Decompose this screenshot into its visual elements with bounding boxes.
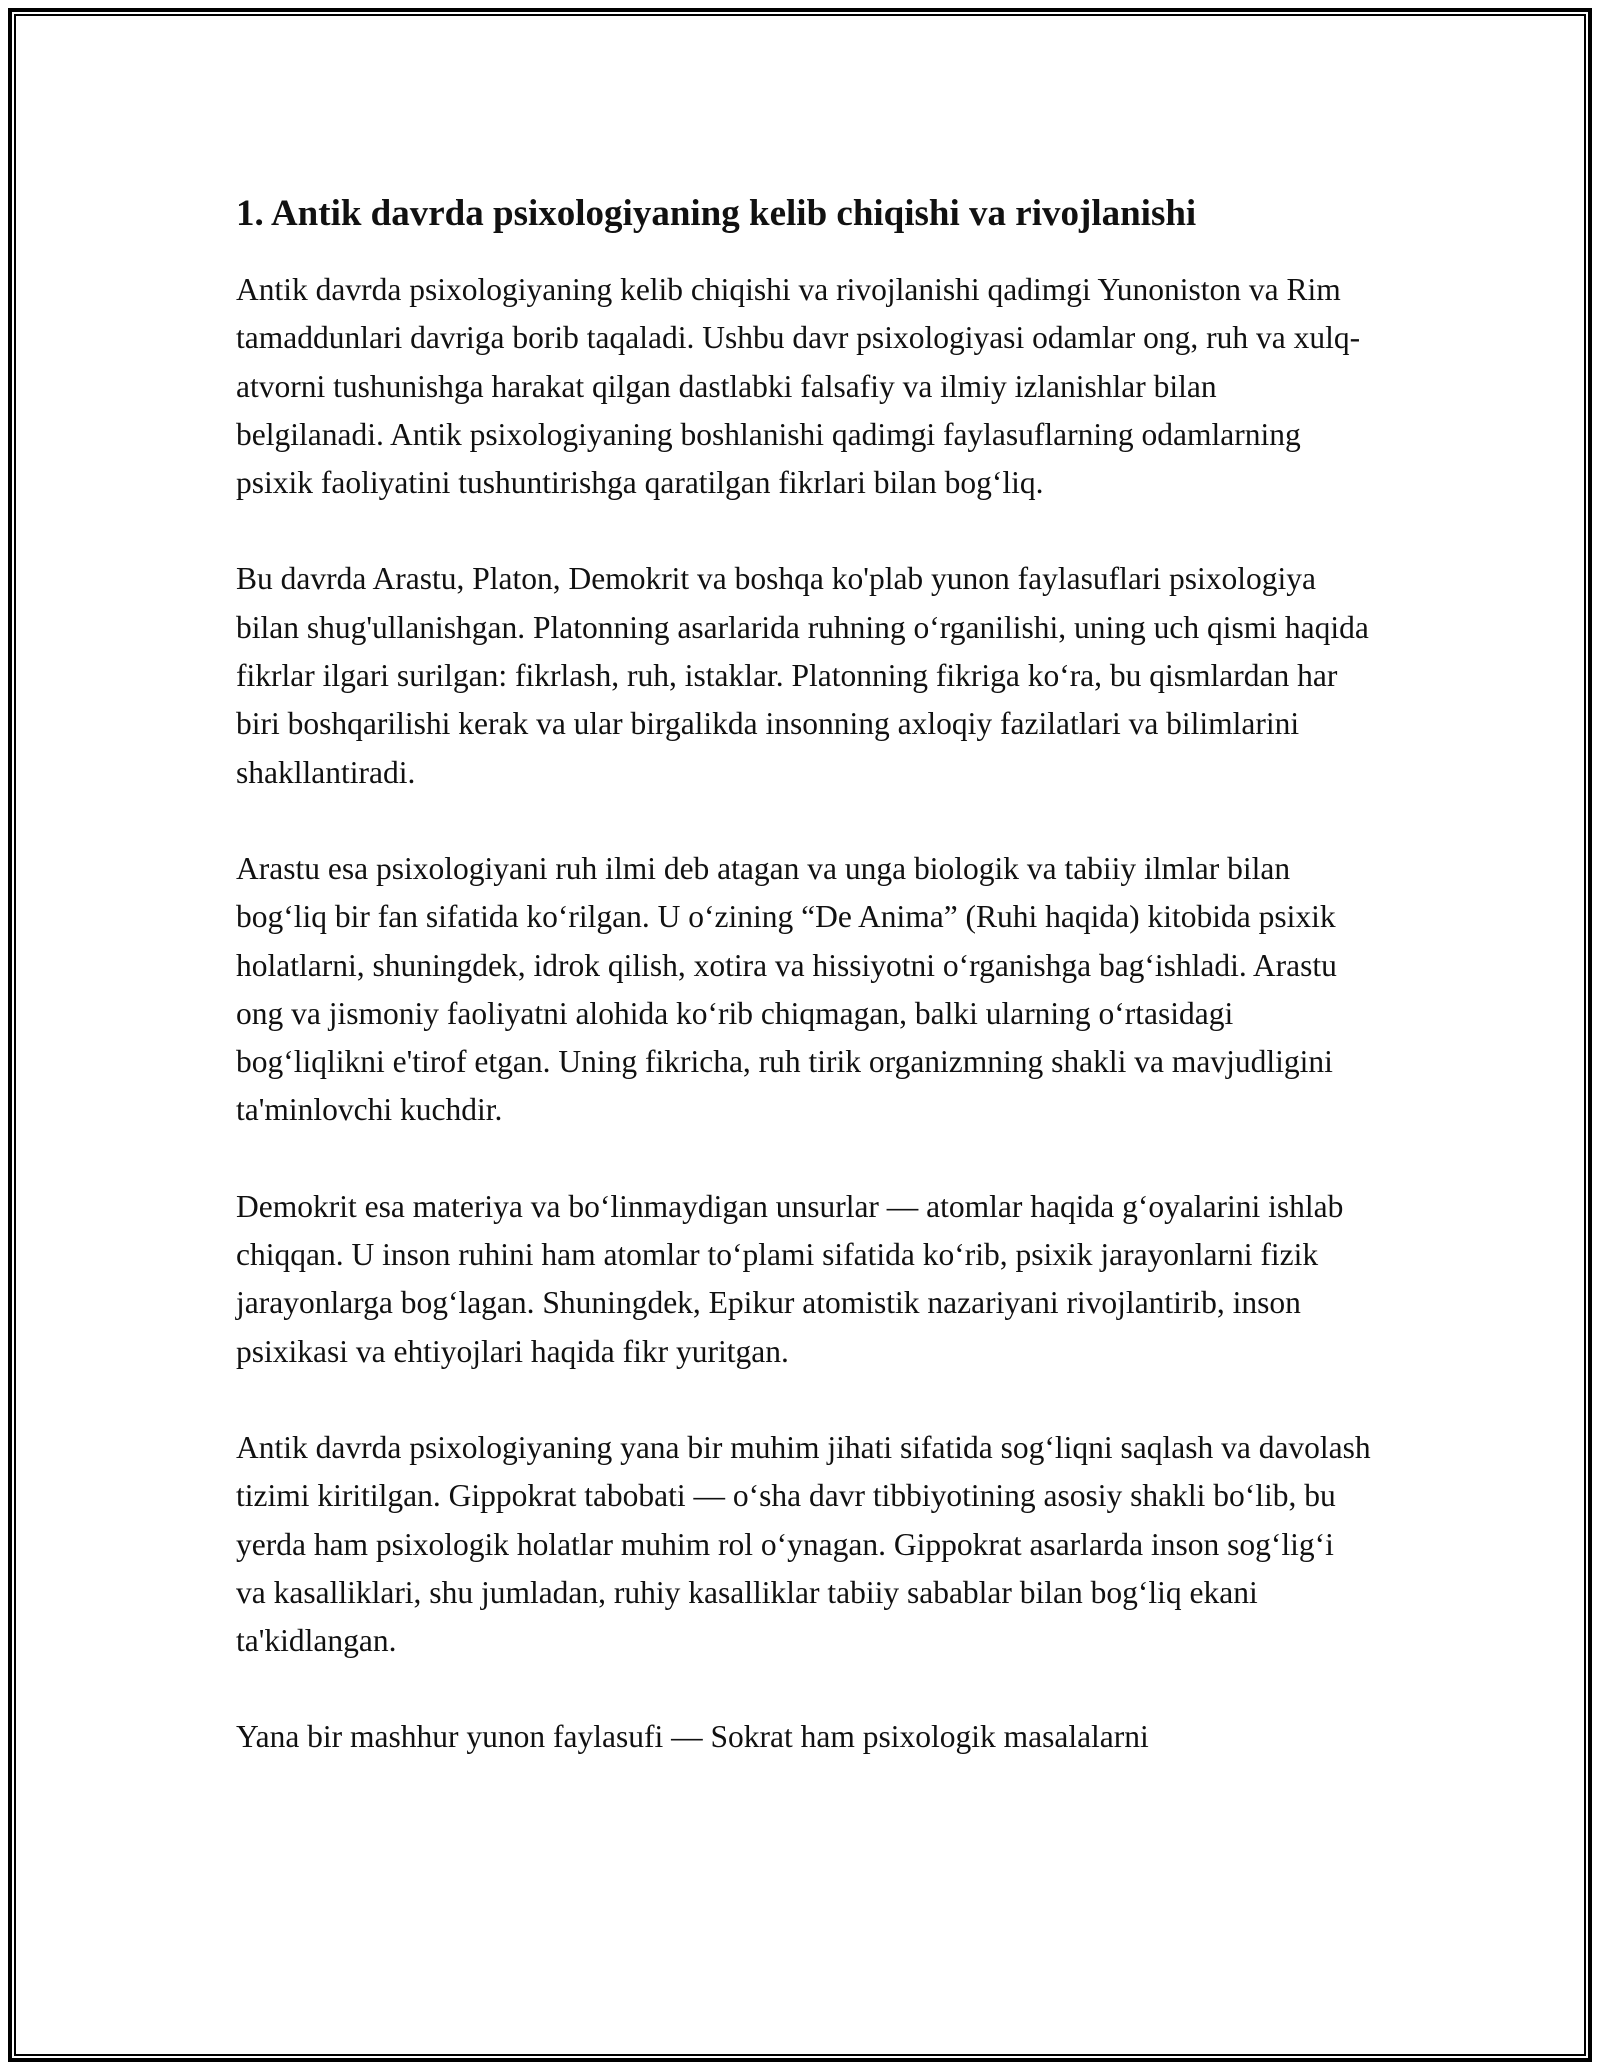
paragraph-hippocrates: Antik davrda psixologiyaning yana bir muhim jihati sifatida sog‘liqni saqlash va davolash tizimi kiritilgan. Gippokrat tabobati — o‘sha davr tibbiyotining asosiy shakli bo‘lib, bu yerda ham psixologik holatlar muhim rol o‘ynagan. Gippokrat asarlarda inson sog‘lig‘i va kasalliklari, shu jumladan, ruhiy kasalliklar tabiiy sabablar bilan bog‘liq ekani ta'kidlangan. <box>236 1429 1371 1659</box>
paragraph-democritus: Demokrit esa materiya va bo‘linmaydigan unsurlar — atomlar haqida g‘oyalarini ishlab chiqqan. U inson ruhini ham atomlar to‘plami sifatida ko‘rib, psixik jarayonlarni fizik jarayonlarga bog‘lagan. Shuningdek, Epikur atomistik nazariyani rivojlantirib, inson psixikasi va ehtiyojlari haqida fikr yuritgan. <box>236 1188 1344 1369</box>
paragraph-antiquity-origins: Antik davrda psixologiyaning kelib chiqishi va rivojlanishi qadimgi Yunoniston va Rim tamaddunlari davriga borib taqaladi. Ushbu davr psixologiyasi odamlar ong, ruh va xulq-atvorni tushunishga harakat qilgan dastlabki falsafiy va ilmiy izlanishlar bilan belgilanadi. Antik psixologiyaning boshlanishi qadimgi faylasuflarning odamlarning psixik faoliyatini tushuntirishga qaratilgan fikrlari bilan bog‘liq. <box>236 272 1361 501</box>
paragraph-socrates: Yana bir mashhur yunon faylasufi — Sokrat ham psixologik masalalarni <box>236 1719 1149 1755</box>
document-page <box>236 188 1371 1810</box>
paragraph-plato: Bu davrda Arastu, Platon, Demokrit va boshqa ko'plab yunon faylasuflari psixologiya bilan shug'ullanishgan. Platonning asarlarida ruhning o‘rganilishi, uning uch qismi haqida fikrlar ilgari surilgan: fikrlash, ruh, istaklar. Platonning fikriga ko‘ra, bu qismlardan har biri boshqarilishi kerak va ular birgalikda insonning axloqiy fazilatlari va bilimlarini shakllantiradi. <box>236 561 1369 790</box>
paragraph-aristotle: Arastu esa psixologiyani ruh ilmi deb atagan va unga biologik va tabiiy ilmlar bilan bog‘liq bir fan sifatida ko‘rilgan. U o‘zining “De Anima” (Ruhi haqida) kitobida psixik holatlarni, shuningdek, idrok qilish, xotira va hissiyotni o‘rganishga bag‘ishladi. Arastu ong va jismoniy faoliyatni alohida ko‘rib chiqmagan, balki ularning o‘rtasidagi bog‘liqlikni e'tirof etgan. Uning fikricha, ruh tirik organizmning shakli va mavjudligini ta'minlovchi kuchdir. <box>236 850 1337 1128</box>
section-heading: 1. Antik davrda psixologiyaning kelib chiqishi va rivojlanishi <box>236 193 1197 234</box>
